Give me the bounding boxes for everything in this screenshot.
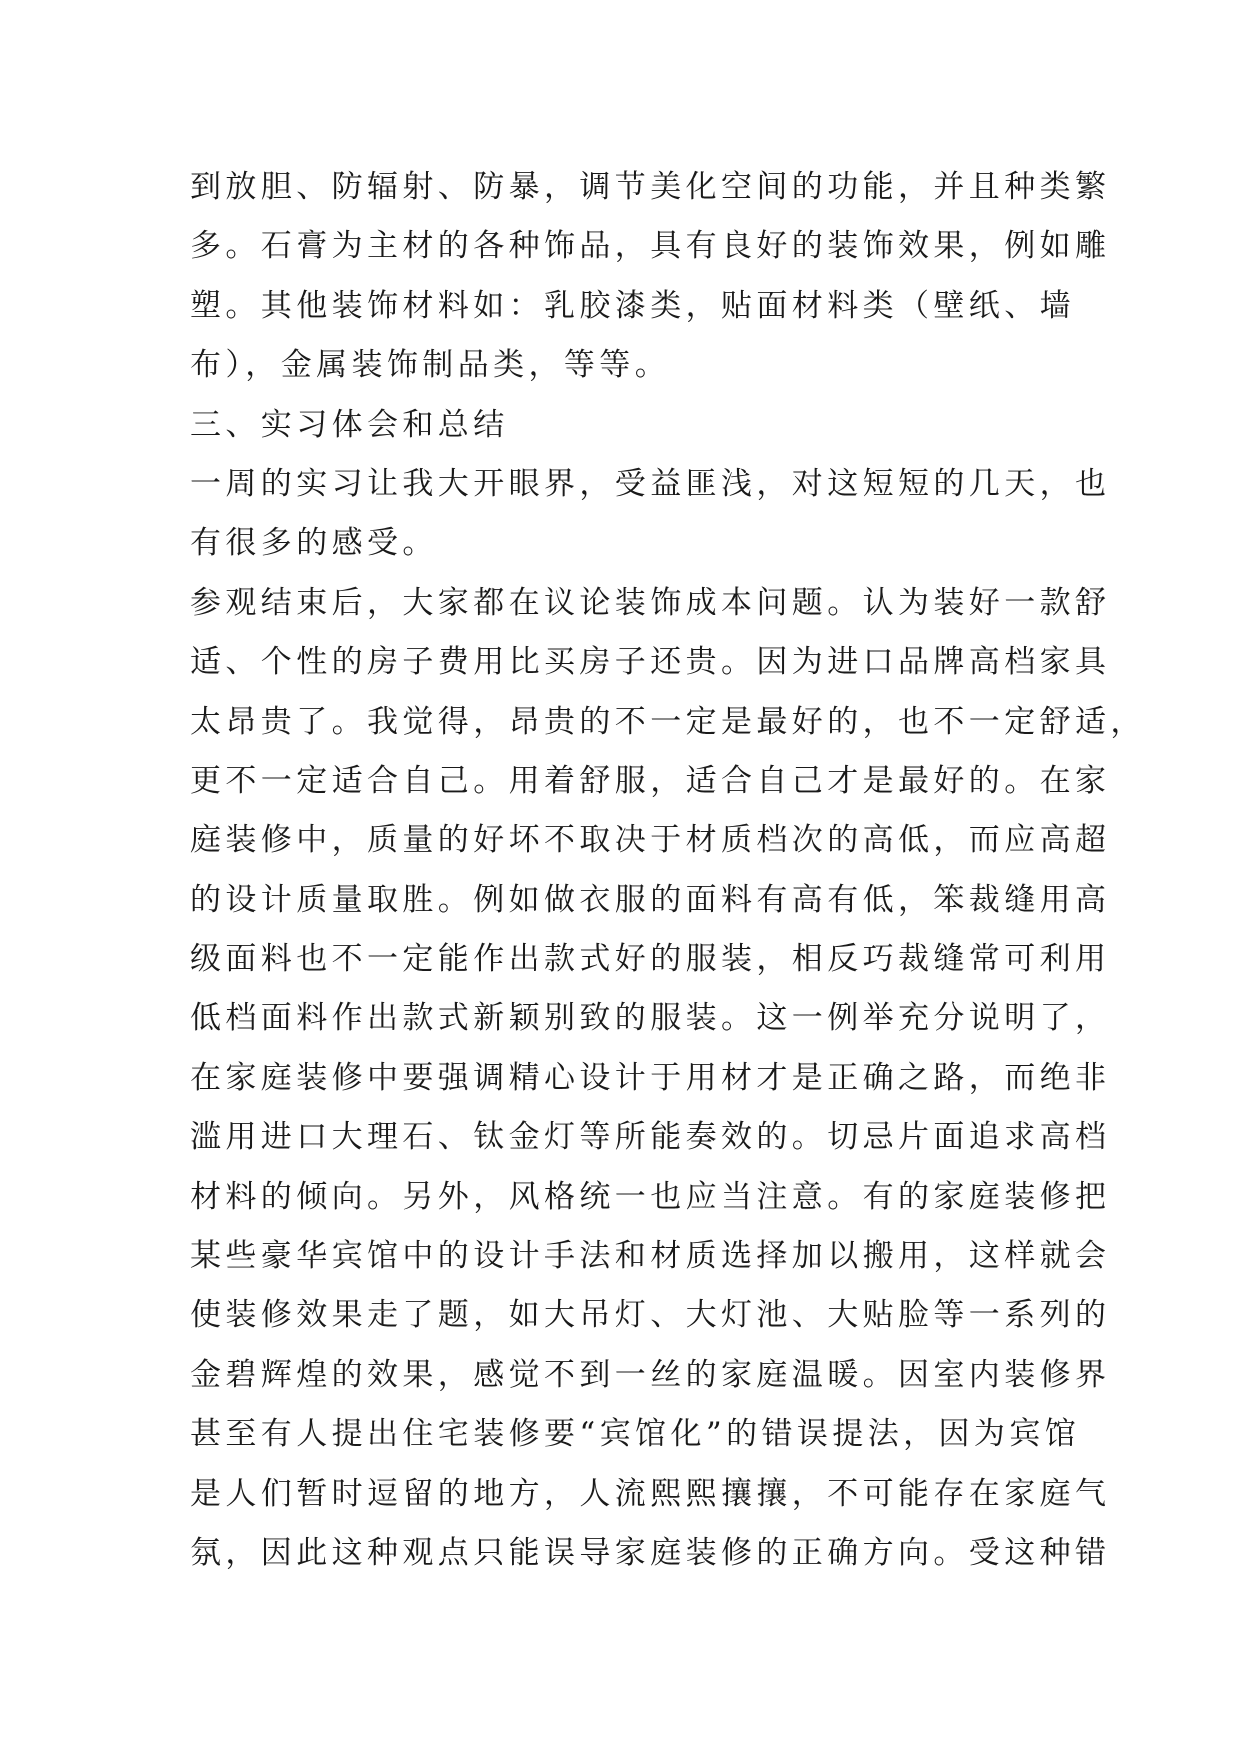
text-line: 级面料也不一定能作出款式好的服装，相反巧裁缝常可利用 bbox=[190, 941, 1111, 978]
text-line: 有很多的感受。 bbox=[190, 525, 438, 562]
text-line: 滥用进口大理石、钛金灯等所能奏效的。切忌片面追求高档 bbox=[190, 1119, 1111, 1156]
text-line: 适、个性的房子费用比买房子还贵。因为进口品牌高档家具 bbox=[190, 644, 1111, 681]
text-line: 太昂贵了。我觉得，昂贵的不一定是最好的，也不一定舒适， bbox=[190, 703, 1146, 740]
text-line: 是人们暂时逗留的地方，人流熙熙攘攘，不可能存在家庭气 bbox=[190, 1475, 1111, 1512]
text-line: 氛，因此这种观点只能误导家庭装修的正确方向。受这种错 bbox=[190, 1534, 1111, 1571]
text-line: 金碧辉煌的效果，感觉不到一丝的家庭温暖。因室内装修界 bbox=[190, 1356, 1111, 1393]
text-line: 使装修效果走了题，如大吊灯、大灯池、大贴脸等一系列的 bbox=[190, 1297, 1111, 1334]
text-line: 参观结束后，大家都在议论装饰成本问题。认为装好一款舒 bbox=[190, 584, 1111, 621]
text-line: 甚至有人提出住宅装修要“宾馆化”的错误提法，因为宾馆 bbox=[190, 1416, 1081, 1453]
text-line: 材料的倾向。另外，风格统一也应当注意。有的家庭装修把 bbox=[190, 1178, 1111, 1215]
text-line: 某些豪华宾馆中的设计手法和材质选择加以搬用，这样就会 bbox=[190, 1238, 1111, 1275]
body-text bbox=[190, 158, 1146, 1583]
text-line: 到放胆、防辐射、防暴，调节美化空间的功能，并且种类繁 bbox=[190, 169, 1111, 205]
text-line: 塑。其他装饰材料如：乳胶漆类，贴面材料类（壁纸、墙 bbox=[190, 287, 1075, 324]
text-line: 一周的实习让我大开眼界，受益匪浅，对这短短的几天，也 bbox=[190, 465, 1111, 502]
text-line: 多。石膏为主材的各种饰品，具有良好的装饰效果，例如雕 bbox=[190, 228, 1111, 265]
text-line: 更不一定适合自己。用着舒服，适合自己才是最好的。在家 bbox=[190, 762, 1111, 799]
text-line: 低档面料作出款式新颖别致的服装。这一例举充分说明了， bbox=[190, 1000, 1111, 1037]
text-line: 布），金属装饰制品类，等等。 bbox=[190, 347, 671, 384]
text-line: 在家庭装修中要强调精心设计于用材才是正确之路，而绝非 bbox=[190, 1059, 1111, 1096]
text-line: 的设计质量取胜。例如做衣服的面料有高有低，笨裁缝用高 bbox=[190, 881, 1111, 918]
section-heading: 三、实习体会和总结 bbox=[190, 406, 509, 443]
text-line: 庭装修中，质量的好坏不取决于材质档次的高低，而应高超 bbox=[190, 822, 1111, 859]
